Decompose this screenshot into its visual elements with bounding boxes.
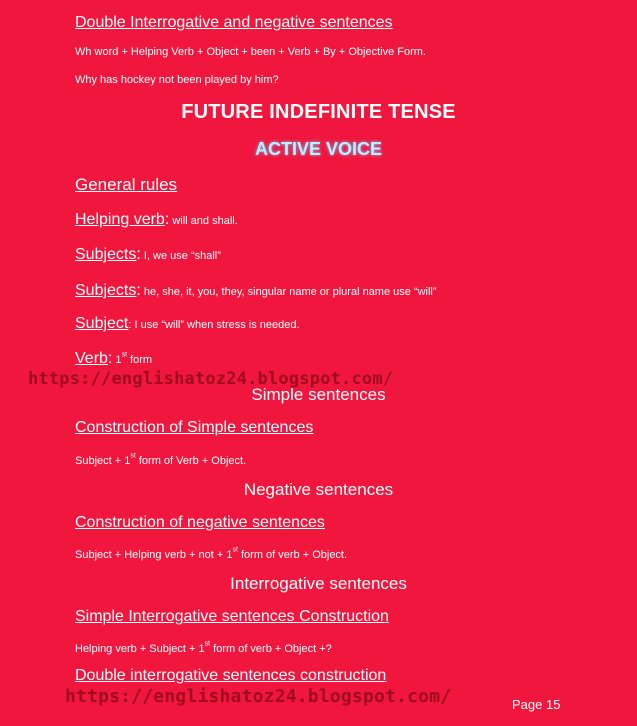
interrogative-sentences-heading: Interrogative sentences bbox=[230, 574, 407, 593]
double-negative-example: Why has hockey not been played by him? bbox=[75, 74, 279, 86]
verb-colon: : bbox=[107, 350, 113, 367]
negative-formula-pre: Subject + Helping verb + not + 1 bbox=[75, 549, 233, 561]
simple-sentences-heading: Simple sentences bbox=[251, 385, 386, 404]
subjects-shall-text: I, we use “shall” bbox=[140, 250, 221, 262]
helping-verb-label: Helping verb bbox=[75, 211, 165, 228]
interrogative-formula-post: form of verb + Object +? bbox=[210, 643, 332, 655]
negative-construction-label: Construction of negative sentences bbox=[75, 514, 325, 531]
subjects-label: Subjects bbox=[75, 246, 137, 263]
simple-construction-label: Construction of Simple sentences bbox=[75, 419, 314, 436]
helping-verb-text: will and shall. bbox=[169, 215, 238, 227]
subjects-shall-rule bbox=[75, 246, 221, 264]
subjects-colon: : bbox=[136, 246, 141, 263]
watermark-url-bottom: https://englishatoz24.blogspot.com/ bbox=[65, 686, 452, 707]
negative-formula bbox=[75, 545, 347, 563]
voice-title: ACTIVE VOICE bbox=[254, 139, 383, 159]
double-negative-formula: Wh word + Helping Verb + Object + been + Verb + By + Objective Form. bbox=[75, 46, 426, 58]
verb-label: Verb bbox=[75, 350, 108, 367]
verb-num: 1 bbox=[112, 354, 122, 366]
interrogative-formula-sup: st bbox=[204, 640, 211, 648]
subjects-colon: : bbox=[136, 282, 141, 299]
subjects-label: Subjects bbox=[75, 282, 137, 299]
tense-title: FUTURE INDEFINITE TENSE bbox=[181, 101, 456, 123]
negative-formula-post: form of verb + Object. bbox=[237, 549, 348, 561]
verb-sup: st bbox=[121, 351, 128, 359]
helping-verb-colon: : bbox=[164, 211, 170, 228]
simple-interrogative-label: Simple Interrogative sentences Construction bbox=[75, 608, 389, 625]
subjects-will-rule bbox=[75, 282, 437, 300]
negative-formula-sup: st bbox=[232, 546, 238, 554]
interrogative-formula-pre: Helping verb + Subject + 1 bbox=[75, 643, 205, 655]
simple-formula-post: form of Verb + Object. bbox=[135, 455, 247, 467]
subjects-will-text: he, she, it, you, they, singular name or plural name use “will” bbox=[140, 286, 437, 298]
watermark-url-top: https://englishatoz24.blogspot.com/ bbox=[28, 369, 394, 389]
subject-stress-rule bbox=[75, 315, 300, 333]
subject-label: Subject bbox=[75, 315, 129, 332]
general-rules-heading: General rules bbox=[75, 175, 178, 194]
double-interrogative-label: Double interrogative sentences construction bbox=[75, 667, 387, 684]
subject-stress-text: : I use “will” when stress is needed. bbox=[128, 319, 300, 331]
verb-text: form bbox=[127, 354, 153, 366]
helping-verb-rule bbox=[75, 211, 238, 229]
negative-sentences-heading: Negative sentences bbox=[243, 480, 394, 499]
simple-formula-pre: Subject + 1 bbox=[75, 455, 131, 467]
simple-formula-sup: st bbox=[130, 452, 136, 460]
verb-rule bbox=[75, 350, 152, 368]
interrogative-formula bbox=[75, 639, 332, 657]
page-number: Page 15 bbox=[512, 697, 561, 712]
simple-formula bbox=[75, 451, 246, 469]
double-negative-heading: Double Interrogative and negative sentences bbox=[75, 14, 393, 31]
